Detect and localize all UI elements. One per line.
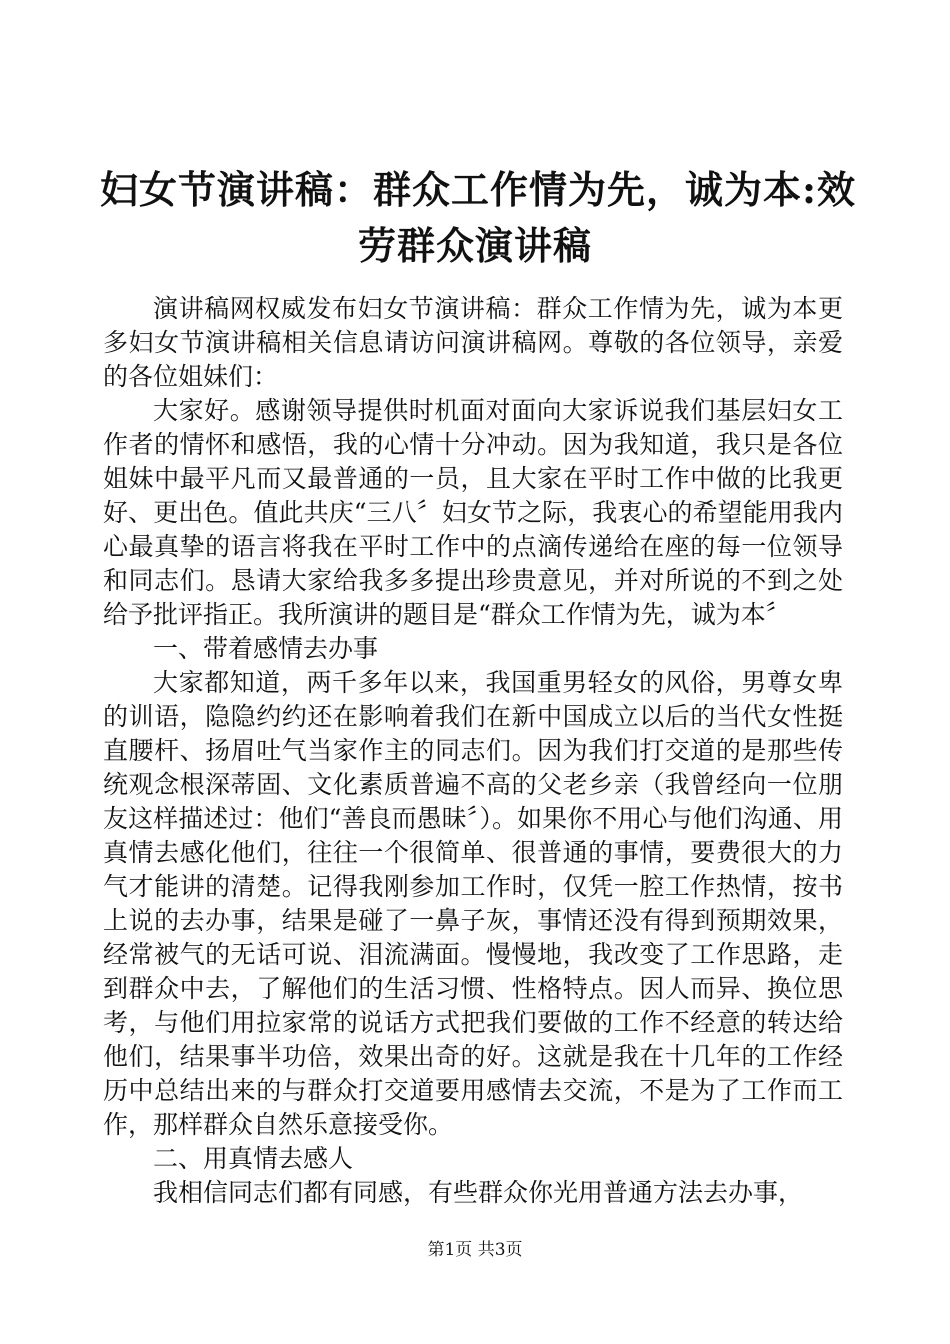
section-heading-1: 一、带着感情去办事 <box>153 634 379 663</box>
document-body <box>103 292 843 1210</box>
page-footer: 第1页 共3页 <box>427 1240 523 1260</box>
greeting-paragraph: 大家好。感谢领导提供时机面对面向大家诉说我们基层妇女工作者的情怀和感悟，我的心情十分冲动。因为我知道，我只是各位姐妹中最平凡而又最普通的一员，且大家在平时工作中做的比我更好、更出色。值此共庆“三八〞妇女节之际，我衷心的希望能用我内心最真挚的语言将我在平时工作中的点滴传递给在座的每一位领导和同志们。恳请大家给我多多提出珍贵意见，并对所说的不到之处给予批评指正。我所演讲的题目是“群众工作情为先，诚为本〞 <box>103 396 843 629</box>
document-title <box>100 162 857 274</box>
section-2-paragraph: 我相信同志们都有同感，有些群众你光用普通方法去办事， <box>153 1178 804 1207</box>
section-heading-2: 二、用真情去感人 <box>153 1144 354 1173</box>
section-1-paragraph: 大家都知道，两千多年以来，我国重男轻女的风俗，男尊女卑的训语，隐隐约约还在影响着我们在新中国成立以后的当代女性挺直腰杆、扬眉吐气当家作主的同志们。因为我们打交道的是那些传统观念根深蒂固、文化素质普遍不高的父老乡亲（我曾经向一位朋友这样描述过：他们“善良而愚昧〞）。如果你不用心与他们沟通、用真情去感化他们，往往一个很简单、很普通的事情，要费很大的力气才能讲的清楚。记得我刚参加工作时，仅凭一腔工作热情，按书上说的去办事，结果是碰了一鼻子灰，事情还没有得到预期效果，经常被气的无话可说、泪流满面。慢慢地，我改变了工作思路，走到群众中去，了解他们的生活习惯、性格特点。因人而异、换位思考，与他们用拉家常的说话方式把我们要做的工作不经意的转达给他们，结果事半功倍，效果出奇的好。这就是我在十几年的工作经历中总结出来的与群众打交道要用感情去交流，不是为了工作而工作，那样群众自然乐意接受你。 <box>103 668 843 1139</box>
title-line-2: 劳群众演讲稿 <box>357 223 592 268</box>
intro-paragraph: 演讲稿网权威发布妇女节演讲稿：群众工作情为先，诚为本更多妇女节演讲稿相关信息请访问演讲稿网。尊敬的各位领导，亲爱的各位姐妹们： <box>103 294 843 391</box>
title-line-1: 妇女节演讲稿：群众工作情为先，诚为本:效 <box>100 167 857 212</box>
